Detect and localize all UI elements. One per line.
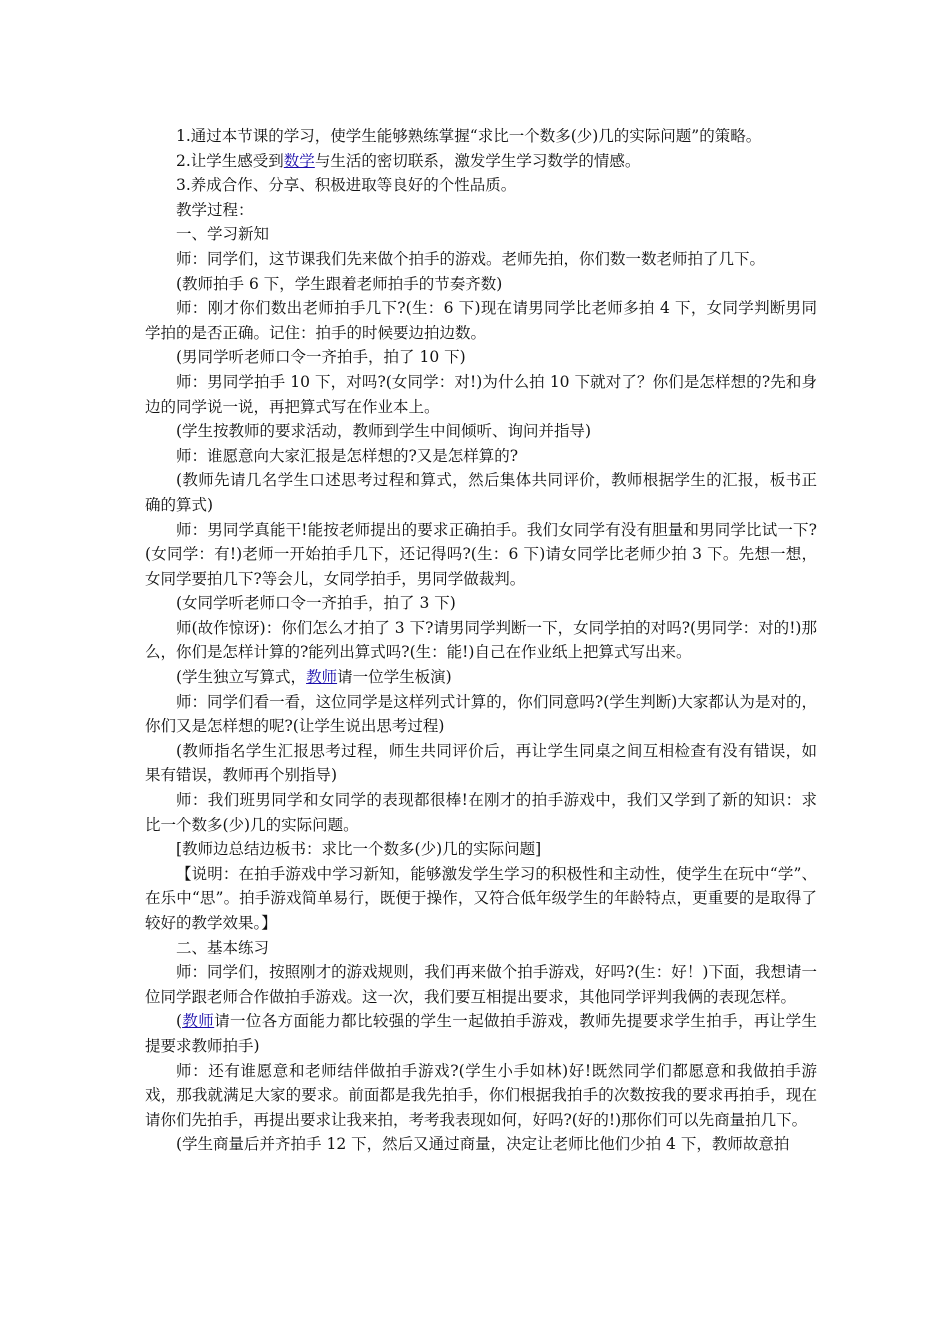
paragraph: (女同学听老师口令一齐拍手，拍了 3 下)	[176, 594, 456, 613]
paragraph: 师：同学们，按照刚才的游戏规则，我们再来做个拍手游戏，好吗?(生：好！)下面，我想请一位同学跟老师合作做拍手游戏。这一次，我们要互相提出要求，其他同学评判我俩的表现怎样。	[145, 963, 817, 1006]
paragraph: (教师拍手 6 下，学生跟着老师拍手的节奏齐数)	[176, 274, 503, 293]
paragraph: 师：同学们看一看，这位同学是这样列式计算的，你们同意吗?(学生判断)大家都认为是对的，你们又是怎样想的呢?(让学生说出思考过程)	[145, 692, 817, 736]
paragraph: (教师指名学生汇报思考过程，师生共同评价后，再让学生同桌之间互相检查有没有错误，如果有错误，教师再个别指导)	[145, 741, 817, 785]
text-span: 请一位各方面能力都比较强的学生一起做拍手游戏，教师先提要求学生拍手，再让学生提要求教师拍手)	[145, 1012, 817, 1055]
section-heading-new-knowledge: 一、学习新知	[176, 225, 270, 244]
paragraph: [教师边总结边板书：求比一个数多(少)几的实际问题]	[176, 840, 542, 859]
paragraph: (教师先请几名学生口述思考过程和算式，然后集体共同评价，教师根据学生的汇报，板书正确的算式)	[145, 471, 817, 514]
paragraph: 师：还有谁愿意和老师结伴做拍手游戏?(学生小手如林)好!既然同学们都愿意和我做拍手游戏，那我就满足大家的要求。前面都是我先拍手，你们根据我拍手的次数按我的要求再拍手，现在请你们先拍手，再提出要求让我来拍，考考我表现如何，好吗?(好的!)那你们可以先商量拍几下。	[145, 1061, 817, 1129]
text-span: (	[176, 1012, 183, 1031]
text-span: 与生活的密切联系，激发学生学习数学的情感。	[314, 151, 641, 170]
section-heading-process: 教学过程：	[176, 200, 254, 219]
teacher-link[interactable]: 教师	[306, 668, 338, 687]
paragraph: 师：谁愿意向大家汇报是怎样想的?又是怎样算的?	[176, 446, 519, 465]
text-span: 请一位学生板演)	[337, 668, 452, 687]
paragraph	[145, 665, 817, 690]
teacher-link[interactable]: 教师	[182, 1012, 215, 1031]
objective-3: 3.养成合作、分享、积极进取等良好的个性品质。	[176, 176, 517, 195]
paragraph: 师：我们班男同学和女同学的表现都很棒!在刚才的拍手游戏中，我们又学到了新的知识：求比一个数多(少)几的实际问题。	[145, 791, 817, 834]
paragraph: 师：刚才你们数出老师拍手几下?(生：6 下)现在请男同学比老师多拍 4 下，女同学判断男同学拍的是否正确。记住：拍手的时候要边拍边数。	[145, 299, 817, 342]
paragraph	[145, 1009, 817, 1058]
objective-1: 1.通过本节课的学习，使学生能够熟练掌握“求比一个数多(少)几的实际问题”的策略。	[176, 127, 762, 145]
text-span: 2.让学生感受到	[176, 151, 284, 170]
math-link[interactable]: 数学	[283, 151, 315, 170]
explanation-note: 【说明：在拍手游戏中学习新知，能够激发学生学习的积极性和主动性，使学生在玩中“学”、在乐中“思”。拍手游戏简单易行，既便于操作，又符合低年级学生的年龄特点，更重要的是取得了较好的教学效果。】	[145, 864, 817, 932]
paragraph: (学生按教师的要求活动，教师到学生中间倾听、询问并指导)	[176, 422, 592, 441]
paragraph: 师(故作惊讶)：你们怎么才拍了 3 下?请男同学判断一下，女同学拍的对吗?(男同学：对的!)那么，你们是怎样计算的?能列出算式吗?(生：能!)自己在作业纸上把算式写出来。	[145, 618, 817, 662]
objective-2	[145, 149, 817, 174]
paragraph: 师：男同学拍手 10 下，对吗?(女同学：对!)为什么拍 10 下就对了？你们是怎样想的?先和身边的同学说一说，再把算式写在作业本上。	[145, 372, 817, 416]
paragraph: (男同学听老师口令一齐拍手，拍了 10 下)	[176, 348, 466, 367]
paragraph: 师：同学们，这节课我们先来做个拍手的游戏。老师先拍，你们数一数老师拍了几下。	[176, 249, 766, 268]
paragraph: 师：男同学真能干!能按老师提出的要求正确拍手。我们女同学有没有胆量和男同学比试一下?(女同学：有!)老师一开始拍手几下，还记得吗?(生：6 下)请女同学比老师少拍 3 下。先想一想，女同学要拍几下?等会儿，女同学拍手，男同学做裁判。	[145, 520, 817, 588]
document-body	[145, 124, 817, 1157]
text-span: (学生独立写算式，	[176, 668, 307, 687]
paragraph: (学生商量后并齐拍手 12 下，然后又通过商量，决定让老师比他们少拍 4 下，教师故意拍	[176, 1135, 790, 1154]
section-heading-basic-practice: 二、基本练习	[176, 938, 270, 957]
